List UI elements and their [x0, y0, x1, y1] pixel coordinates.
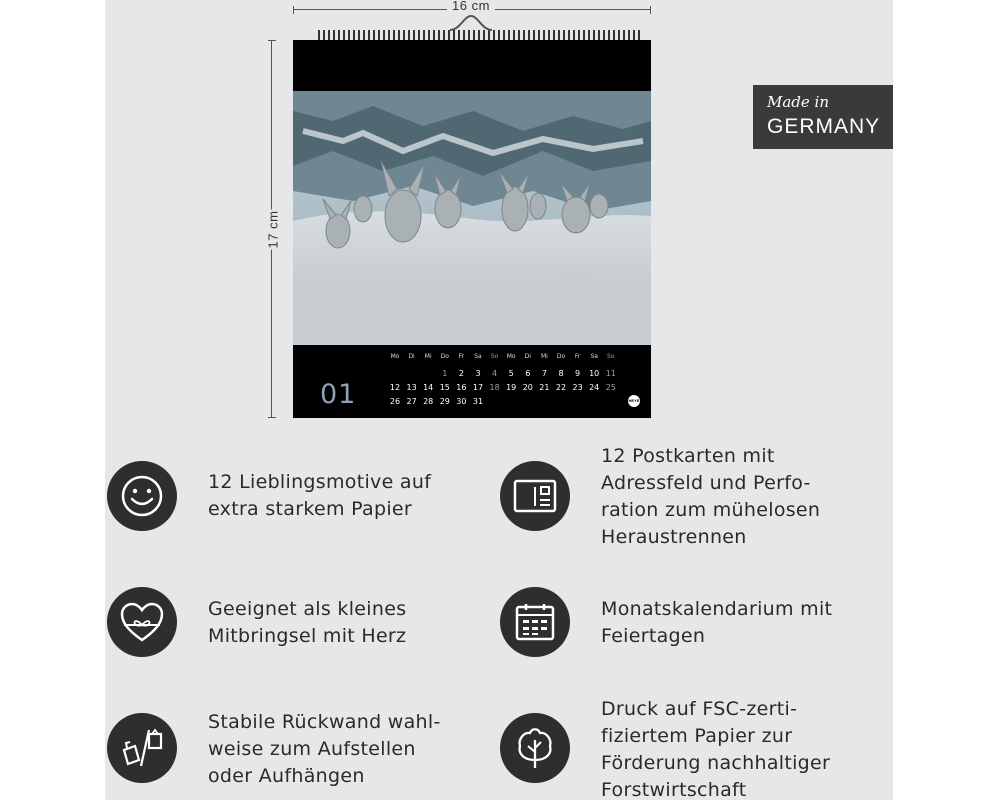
day-number: 27: [406, 397, 417, 406]
day-header: Fr: [458, 353, 465, 360]
day-number: 22: [555, 383, 567, 392]
feature-text-gift: Geeignet als kleines Mitbringsel mit Herz: [208, 598, 407, 647]
day-number: 2: [458, 369, 464, 378]
day-number: 9: [575, 369, 581, 378]
day-number: 24: [589, 383, 600, 392]
day-number: 16: [456, 383, 467, 392]
day-header: Mi: [424, 353, 432, 360]
day-number: 28: [423, 397, 434, 406]
feature-text-backboard: Stabile Rückwand wahl- weise zum Aufstellen oder Aufhängen: [208, 711, 441, 787]
day-number: 7: [541, 369, 547, 378]
calendar-grid-icon: [500, 587, 570, 657]
day-header: Do: [556, 353, 566, 360]
day-number: 3: [475, 369, 481, 378]
day-number: 15: [439, 383, 450, 392]
stand-hang-icon: [107, 713, 177, 783]
day-grid: [387, 353, 619, 413]
badge-script-text: Made in: [767, 93, 830, 111]
day-header: Sa: [590, 353, 598, 360]
badge-main-text: GERMANY: [767, 115, 881, 138]
day-header: Mo: [506, 353, 516, 360]
day-number: 8: [558, 369, 564, 378]
brand-logo: HEYE: [628, 395, 640, 407]
calendar-photo: [293, 91, 651, 345]
day-number: 13: [406, 383, 417, 392]
day-number: 19: [506, 383, 517, 392]
height-dimension-label: 17 cm: [262, 210, 285, 250]
day-number: 17: [472, 383, 484, 392]
calendar-product: [293, 40, 651, 418]
day-number: 5: [508, 369, 514, 378]
day-header: Mi: [540, 353, 548, 360]
day-header: Do: [440, 353, 449, 360]
width-dimension-label: 16 cm: [447, 0, 495, 13]
smiley-icon: [107, 461, 177, 531]
postcard-icon: [500, 461, 570, 531]
hanger-hook-icon: [448, 14, 494, 34]
day-header: So: [490, 353, 499, 360]
day-header: Mo: [390, 353, 400, 360]
day-number: 25: [605, 383, 616, 392]
heart-gift-icon: [107, 587, 177, 657]
day-header: Fr: [574, 353, 581, 360]
day-number: 1: [442, 369, 448, 378]
day-number: 30: [456, 397, 467, 406]
day-number: 20: [522, 383, 533, 392]
feature-text-postcards: 12 Postkarten mit Adressfeld und Perfo- ration zum mühelosen Heraustrennen: [601, 445, 821, 548]
day-number: 4: [492, 369, 498, 378]
feature-text-calendarium: Monatskalendarium mit Feiertagen: [601, 598, 833, 647]
feature-text-fsc: Druck auf FSC-zerti- fiziertem Papier zur Förderung nachhaltiger Forstwirtschaft: [601, 698, 831, 801]
tree-icon: [500, 713, 570, 783]
day-number: 26: [389, 397, 401, 406]
day-number: 11: [605, 369, 616, 378]
day-header: So: [607, 353, 615, 360]
day-header: Di: [408, 353, 415, 360]
made-in-germany-badge: [753, 85, 893, 149]
day-header: Sa: [474, 353, 482, 360]
day-number: 23: [572, 383, 583, 392]
day-number: 10: [589, 369, 600, 378]
feature-text-motive: 12 Lieblingsmotive auf extra starkem Papier: [208, 471, 432, 520]
day-number: 6: [525, 369, 531, 378]
day-number: 14: [423, 383, 434, 392]
month-calendarium: [293, 345, 651, 418]
day-number: 31: [472, 397, 484, 406]
day-number: 29: [439, 397, 450, 406]
day-number: 21: [539, 383, 550, 392]
day-number: 18: [489, 383, 500, 392]
month-number: 01: [320, 379, 357, 410]
day-header: Di: [524, 353, 531, 360]
day-number: 12: [389, 383, 401, 392]
